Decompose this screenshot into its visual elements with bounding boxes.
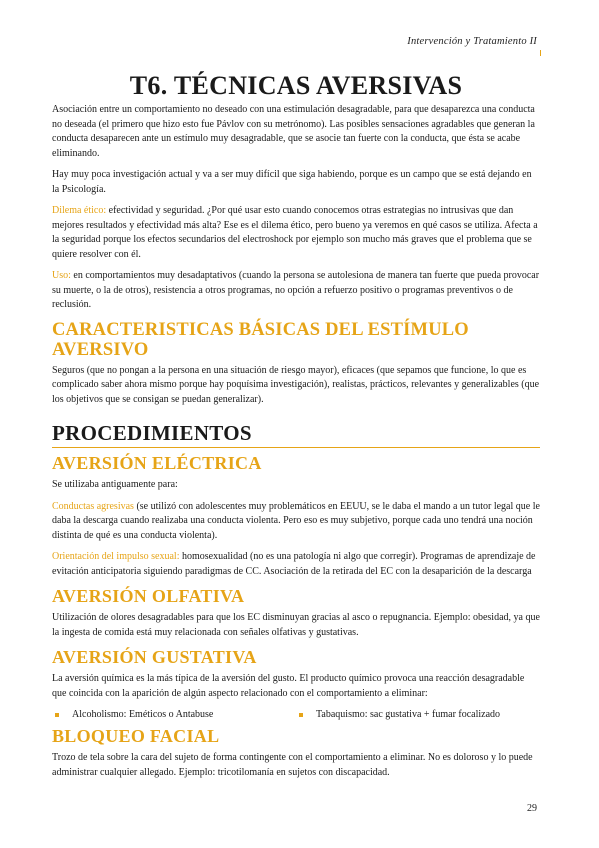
characteristics-heading: CARACTERISTICAS BÁSICAS DEL ESTÍMULO AVERSIVO <box>52 319 469 360</box>
olfactory-paragraph: Utilización de olores desagradables para que los EC disminuyan gracias al asco o repugnancia. Ejemplo: obesidad, ya que la ingesta de comida está muy relacionada con señales olfativas y gustativas. <box>52 612 540 638</box>
aggressive-behaviour-label: Conductas agresivas <box>52 500 134 512</box>
aggressive-behaviour-text: (se utilizó con adolescentes muy problemáticos en EEUU, se le daba el mando a un tutor legal que le daba la descarga cuando realizaba una conducta violenta. Pero eso es muy subjetivo, porque cada uno tendrá una noción distinta de qué es una conducta violenta). <box>52 500 540 541</box>
use-text: en comportamientos muy desadaptativos (cuando la persona se autolesiona de manera tan fuerte que pueda provocar su muerte, o la de otros), resistencia a otros programas, no opción a refuerzo positivo o programas preventivos o de reclusión. <box>52 270 540 310</box>
running-header: Intervención y Tratamiento II <box>407 36 537 47</box>
olfactory-aversion-heading: AVERSIÓN OLFATIVA <box>52 586 245 606</box>
ethical-dilemma-label: Dilema ético: <box>52 205 107 216</box>
ethical-dilemma-paragraph <box>52 204 540 262</box>
main-content <box>52 72 540 787</box>
list-item <box>296 708 540 722</box>
use-label: Uso: <box>52 270 71 281</box>
sexual-orientation-text: homosexualidad (no es una patología ni algo que corregir). Programas de aprendizaje de evitación anticipatoria siguiendo paradigmas de CC. Asociación de la retirada del EC con la desaparición de la descarga <box>52 551 536 577</box>
use-paragraph <box>52 269 540 313</box>
facial-block-heading: BLOQUEO FACIAL <box>52 726 220 746</box>
procedures-heading: PROCEDIMIENTOS <box>52 421 540 448</box>
intro-paragraph: Asociación entre un comportamiento no deseado con una estimulación desagradable, para que desaparezca una conducta no deseada (el primero que hizo esto fue Pávlov con su metrónomo). Las posibles sensaciones agradables que generan la conducta desaparecen ante un estímulo muy desagradable, que se asocie tan fuerte con la conducta, que ésta se acabe eliminando. <box>52 104 535 159</box>
ethical-dilemma-text: efectividad y seguridad. ¿Por qué usar esto cuando conocemos otras estrategias no intrusivas que dan mejores resultados y efectividad más alta? Ese es el dilema ético, pero bueno ya veremos en qué casos se utiliza. Afecta a la seguridad porque los efectos secundarios del electroshock por ejemplo son mucho más graves que el problema que se quiere resolver con él. <box>52 205 538 260</box>
square-bullet-icon <box>55 713 59 717</box>
electric-intro: Se utilizaba antiguamente para: <box>52 479 178 490</box>
sexual-orientation-paragraph <box>52 550 540 579</box>
header-accent-mark <box>540 50 542 56</box>
page-title: T6. TÉCNICAS AVERSIVAS <box>129 71 463 100</box>
research-paragraph: Hay muy poca investigación actual y va a ser muy difícil que siga habiendo, porque es un campo que se está dejando en la Psicología. <box>52 169 532 195</box>
bullet-text-smoking: Tabaquismo: sac gustativa + fumar focalizado <box>316 709 501 720</box>
square-bullet-icon <box>299 713 303 717</box>
gustatory-bullet-list <box>52 708 540 722</box>
sexual-orientation-label: Orientación del impulso sexual: <box>52 551 180 562</box>
page-number: 29 <box>527 803 537 814</box>
gustatory-aversion-heading: AVERSIÓN GUSTATIVA <box>52 647 257 667</box>
characteristics-paragraph: Seguros (que no pongan a la persona en una situación de riesgo mayor), eficaces (que sepamos que funcione, lo que es complicado saber ahora mismo porque hay poquísima investigación), realistas, prácticos, relevantes y generalizables (que los objetivos que se consigan se puedan generalizar). <box>52 364 540 405</box>
facial-block-paragraph: Trozo de tela sobre la cara del sujeto de forma contingente con el comportamiento a eliminar. No es doloroso y lo puede administrar cualquier allegado. Ejemplo: tricotilomanía en sujetos con discapacidad. <box>52 752 533 778</box>
gustatory-paragraph: La aversión química es la más típica de la aversión del gusto. El producto químico provoca una reacción desagradable que coincida con la aparición de algún aspecto relacionado con el comportamiento a eliminar: <box>52 673 525 699</box>
list-item <box>52 708 296 722</box>
electric-aversion-heading: AVERSIÓN ELÉCTRICA <box>52 453 262 473</box>
aggressive-behaviour-paragraph <box>52 500 540 544</box>
bullet-text-alcoholism: Alcoholismo: Eméticos o Antabuse <box>72 709 214 720</box>
